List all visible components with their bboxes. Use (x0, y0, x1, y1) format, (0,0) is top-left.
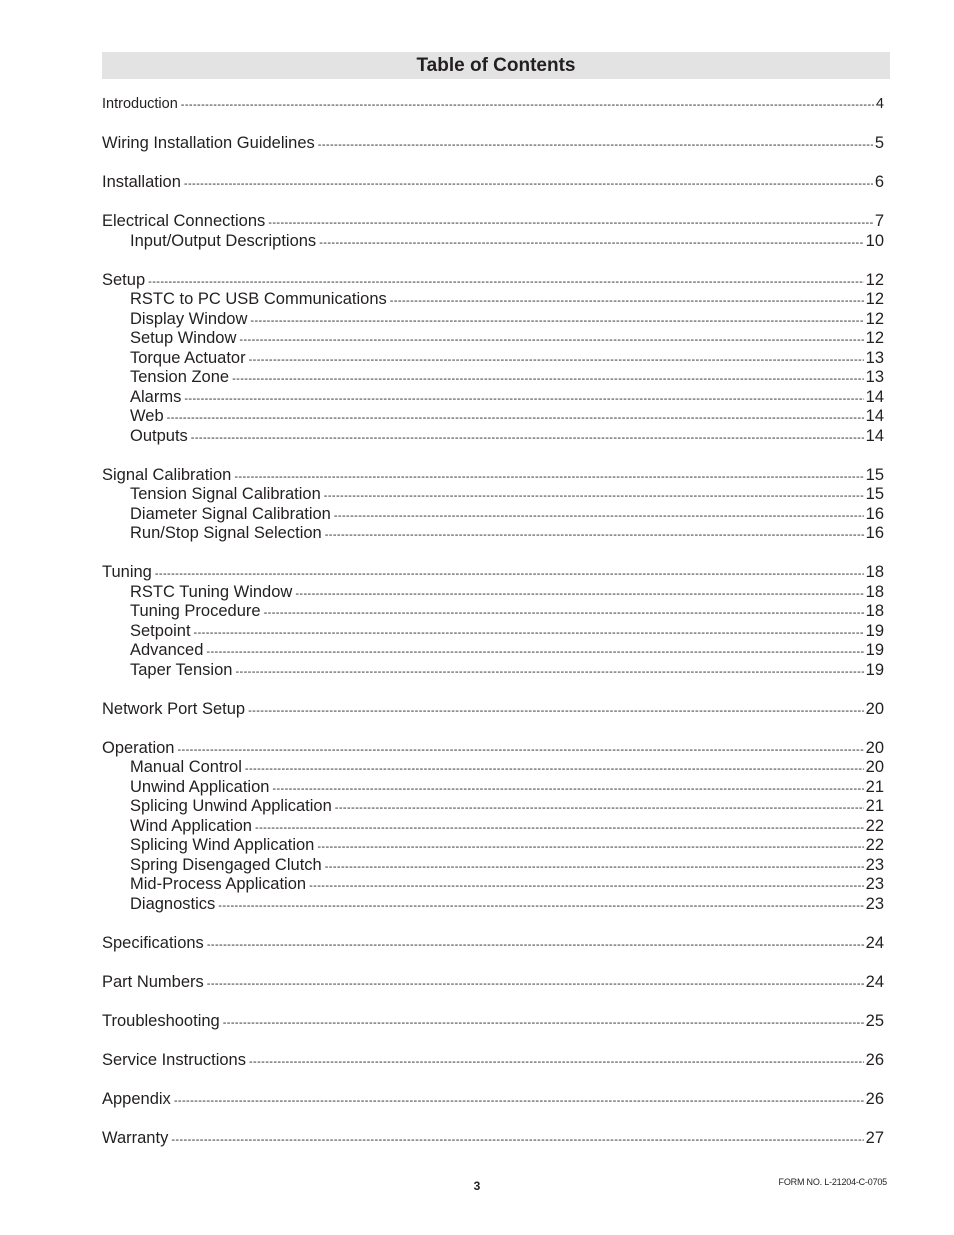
toc-entry[interactable] (102, 700, 884, 720)
toc-entry-page: 12 (865, 329, 884, 347)
toc-entry[interactable] (102, 271, 884, 291)
toc-spacer (102, 953, 884, 973)
toc-entry-page: 27 (865, 1128, 884, 1147)
dot-leader (335, 799, 864, 819)
toc-entry-label: Advanced (130, 641, 204, 659)
toc-entry-page: 25 (865, 1011, 884, 1030)
toc-entry-label: Appendix (102, 1089, 171, 1108)
toc-entry-label: Diameter Signal Calibration (130, 504, 331, 523)
toc-subentry[interactable] (102, 836, 884, 856)
toc-entry-label: Input/Output Descriptions (130, 231, 317, 250)
dot-leader (390, 292, 864, 312)
toc-subentry[interactable] (102, 290, 884, 310)
toc-subentry[interactable] (102, 622, 884, 642)
toc-entry-page: 21 (865, 797, 884, 815)
toc-entry-label: Outputs (130, 426, 188, 445)
dot-leader (184, 175, 873, 195)
toc-entry-page: 26 (865, 1050, 884, 1069)
toc-entry-label: Service Instructions (102, 1050, 246, 1069)
page-title: Table of Contents (102, 52, 890, 79)
toc-entry-label: Tuning (102, 563, 152, 581)
toc-entry-page: 14 (865, 387, 884, 406)
dot-leader (206, 643, 863, 663)
table-of-contents (102, 95, 884, 1148)
toc-entry[interactable] (102, 212, 884, 232)
toc-entry[interactable] (102, 95, 884, 115)
toc-entry[interactable] (102, 1090, 884, 1110)
toc-entry-label: Signal Calibration (102, 465, 232, 484)
toc-subentry[interactable] (102, 641, 884, 661)
toc-entry-page: 5 (874, 134, 884, 152)
dot-leader (325, 858, 864, 878)
toc-entry-page: 18 (865, 563, 884, 581)
toc-entry-page: 7 (874, 212, 884, 230)
toc-spacer (102, 680, 884, 700)
toc-entry[interactable] (102, 1129, 884, 1149)
toc-spacer (102, 193, 884, 213)
toc-entry-page: 22 (865, 836, 884, 854)
toc-spacer (102, 1109, 884, 1129)
toc-entry-page: 22 (865, 816, 884, 835)
toc-entry-page: 23 (865, 855, 884, 874)
toc-spacer (102, 1070, 884, 1090)
toc-entry-page: 14 (865, 407, 884, 425)
toc-entry-label: Setpoint (130, 621, 191, 640)
toc-subentry[interactable] (102, 524, 884, 544)
toc-subentry[interactable] (102, 661, 884, 681)
toc-entry-label: Spring Disengaged Clutch (130, 855, 322, 874)
toc-entry-label: Torque Actuator (130, 348, 246, 367)
toc-subentry[interactable] (102, 817, 884, 837)
toc-entry-label: Troubleshooting (102, 1011, 220, 1030)
toc-entry-page: 14 (865, 426, 884, 445)
toc-subentry[interactable] (102, 778, 884, 798)
toc-entry-page: 13 (865, 348, 884, 367)
toc-entry-label: Warranty (102, 1128, 169, 1147)
toc-entry-label: Diagnostics (130, 894, 216, 913)
toc-subentry[interactable] (102, 485, 884, 505)
toc-entry-label: Mid-Process Application (130, 875, 307, 893)
toc-entry-label: Run/Stop Signal Selection (130, 524, 322, 542)
toc-subentry[interactable] (102, 310, 884, 330)
dot-leader (248, 702, 864, 722)
toc-entry-page: 15 (865, 485, 884, 503)
toc-entry-page: 13 (865, 368, 884, 386)
dot-leader (250, 312, 863, 332)
toc-entry-page: 12 (865, 309, 884, 328)
dot-leader (232, 370, 864, 390)
toc-subentry[interactable] (102, 349, 884, 369)
toc-subentry[interactable] (102, 329, 884, 349)
toc-entry-page: 24 (865, 933, 884, 952)
page-number: 3 (473, 1179, 481, 1193)
dot-leader (325, 526, 864, 546)
toc-subentry[interactable] (102, 505, 884, 525)
dot-leader (317, 838, 863, 858)
dot-leader (324, 487, 864, 507)
toc-spacer (102, 1031, 884, 1051)
toc-subentry[interactable] (102, 583, 884, 603)
toc-entry-label: Manual Control (130, 758, 242, 776)
toc-entry-label: Setup (102, 270, 146, 289)
toc-entry[interactable] (102, 466, 884, 486)
toc-entry-page: 6 (874, 173, 884, 191)
toc-entry-page: 20 (865, 699, 884, 718)
toc-entry-page: 15 (865, 465, 884, 484)
toc-entry-page: 16 (865, 524, 884, 542)
toc-entry-label: Display Window (130, 309, 248, 328)
dot-leader (194, 624, 864, 644)
toc-spacer (102, 992, 884, 1012)
toc-entry-label: Network Port Setup (102, 699, 246, 718)
dot-leader (239, 331, 863, 351)
toc-entry-label: Installation (102, 173, 181, 191)
dot-leader (249, 1053, 864, 1073)
toc-entry-label: Part Numbers (102, 972, 204, 991)
toc-entry-page: 4 (875, 96, 884, 112)
toc-entry-page: 23 (865, 875, 884, 893)
toc-entry[interactable] (102, 1051, 884, 1071)
toc-entry[interactable] (102, 1012, 884, 1032)
toc-subentry[interactable] (102, 602, 884, 622)
toc-entry-label: Operation (102, 738, 175, 757)
toc-spacer (102, 544, 884, 564)
toc-entry-label: RSTC Tuning Window (130, 582, 293, 601)
toc-entry[interactable] (102, 173, 884, 193)
dot-leader (245, 760, 864, 780)
toc-spacer (102, 251, 884, 271)
toc-entry-page: 20 (865, 738, 884, 757)
toc-entry-label: Tension Zone (130, 368, 230, 386)
toc-entry-page: 24 (865, 972, 884, 991)
toc-entry-label: Alarms (130, 387, 182, 406)
dot-leader (319, 234, 863, 254)
toc-entry-page: 21 (865, 777, 884, 796)
dot-leader (249, 351, 864, 371)
toc-entry-page: 18 (865, 602, 884, 620)
dot-leader (309, 877, 864, 897)
toc-entry-label: Tension Signal Calibration (130, 485, 321, 503)
toc-entry-page: 12 (865, 290, 884, 308)
toc-entry-label: RSTC to PC USB Communications (130, 290, 387, 308)
toc-entry-page: 20 (865, 758, 884, 776)
dot-leader (318, 136, 873, 156)
dot-leader (177, 741, 863, 761)
toc-entry-label: Tuning Procedure (130, 602, 261, 620)
dot-leader (334, 507, 864, 527)
toc-entry-page: 19 (865, 621, 884, 640)
toc-subentry[interactable] (102, 388, 884, 408)
toc-entry[interactable] (102, 739, 884, 759)
dot-leader (234, 468, 863, 488)
toc-spacer (102, 154, 884, 174)
dot-leader (218, 897, 863, 917)
dot-leader (174, 1092, 864, 1112)
toc-subentry[interactable] (102, 797, 884, 817)
toc-entry-label: Introduction (102, 96, 178, 112)
toc-spacer (102, 914, 884, 934)
toc-entry-label: Splicing Unwind Application (130, 797, 332, 815)
toc-subentry[interactable] (102, 232, 884, 252)
toc-entry-label: Wiring Installation Guidelines (102, 134, 315, 152)
toc-spacer (102, 446, 884, 466)
toc-spacer (102, 719, 884, 739)
dot-leader (184, 390, 863, 410)
toc-entry-page: 26 (865, 1089, 884, 1108)
toc-entry-label: Setup Window (130, 329, 237, 347)
toc-entry-label: Specifications (102, 933, 204, 952)
toc-entry-page: 12 (865, 270, 884, 289)
toc-entry[interactable] (102, 973, 884, 993)
toc-subentry[interactable] (102, 368, 884, 388)
dot-leader (207, 975, 864, 995)
toc-entry-label: Taper Tension (130, 660, 233, 679)
dot-leader (181, 96, 874, 116)
toc-entry-label: Unwind Application (130, 777, 270, 796)
toc-subentry[interactable] (102, 875, 884, 895)
toc-entry-page: 19 (865, 660, 884, 679)
toc-entry-page: 23 (865, 894, 884, 913)
toc-entry-page: 16 (865, 504, 884, 523)
toc-entry-page: 18 (865, 582, 884, 601)
dot-leader (268, 214, 873, 234)
toc-entry-page: 10 (865, 231, 884, 250)
dot-leader (272, 780, 863, 800)
form-number: FORM NO. L-21204-C-0705 (778, 1177, 887, 1187)
dot-leader (255, 819, 864, 839)
dot-leader (207, 936, 864, 956)
toc-subentry[interactable] (102, 407, 884, 427)
toc-subentry[interactable] (102, 856, 884, 876)
dot-leader (223, 1014, 864, 1034)
toc-entry-page: 19 (865, 641, 884, 659)
toc-entry-label: Splicing Wind Application (130, 836, 315, 854)
dot-leader (171, 1131, 863, 1151)
dot-leader (264, 604, 864, 624)
toc-entry-label: Wind Application (130, 816, 252, 835)
toc-entry[interactable] (102, 134, 884, 154)
toc-entry[interactable] (102, 934, 884, 954)
toc-entry[interactable] (102, 563, 884, 583)
dot-leader (191, 429, 864, 449)
toc-entry-label: Electrical Connections (102, 212, 266, 230)
toc-subentry[interactable] (102, 758, 884, 778)
toc-subentry[interactable] (102, 427, 884, 447)
dot-leader (235, 663, 863, 683)
toc-subentry[interactable] (102, 895, 884, 915)
dot-leader (295, 585, 863, 605)
toc-spacer (102, 115, 884, 135)
toc-entry-label: Web (130, 407, 164, 425)
dot-leader (167, 409, 864, 429)
